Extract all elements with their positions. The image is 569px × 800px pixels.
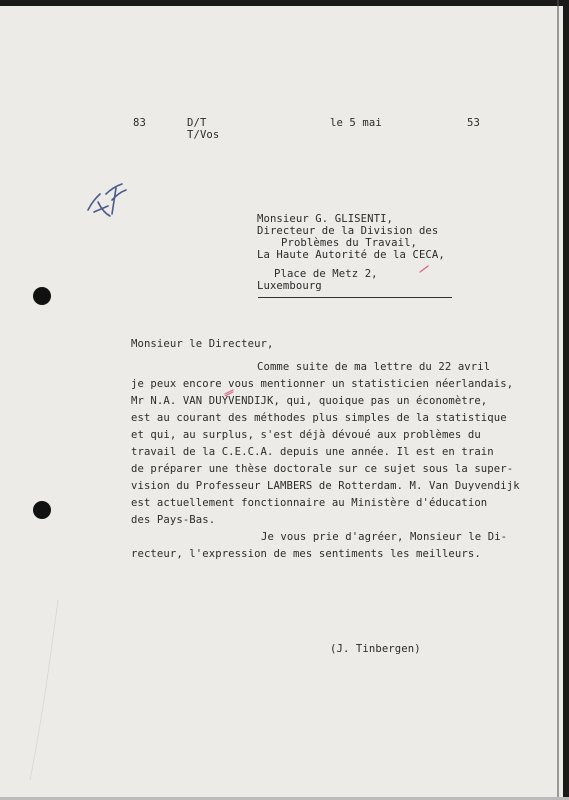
body-line: je peux encore vous mentionner un statisticien néerlandais,	[131, 378, 514, 390]
address-title: Directeur de la Division des	[257, 225, 439, 237]
handwritten-mark-icon	[82, 180, 132, 222]
address-city: Luxembourg	[257, 280, 322, 292]
body-line: Comme suite de ma lettre du 22 avril	[257, 361, 491, 373]
punch-hole-top	[33, 287, 51, 305]
letter-date: le 5 mai	[330, 117, 382, 129]
body-line: et qui, au surplus, s'est déjà dévoué aux problèmes du	[131, 429, 481, 441]
body-line: est actuellement fonctionnaire au Ministère d'éducation	[131, 497, 488, 509]
punch-hole-bottom	[33, 501, 51, 519]
body-line: vision du Professeur LAMBERS de Rotterdam. M. Van Duyvendijk	[131, 480, 520, 492]
address-underline	[258, 297, 452, 298]
scan-edge-top	[0, 0, 569, 6]
body-line: Mr N.A. VAN DUYVENDIJK, qui, quoique pas un économètre,	[131, 395, 488, 407]
signature: (J. Tinbergen)	[330, 643, 421, 655]
pink-tick-icon	[419, 265, 429, 273]
body-line: travail de la C.E.C.A. depuis une année. Il est en train	[131, 446, 494, 458]
letter-number: 83	[133, 117, 146, 129]
body-line: des Pays-Bas.	[131, 514, 216, 526]
paper-crease	[20, 600, 60, 780]
body-line: de préparer une thèse doctorale sur ce sujet sous la super-	[131, 463, 514, 475]
reference-initials: T/Vos	[187, 129, 220, 141]
salutation: Monsieur le Directeur,	[131, 338, 274, 350]
closing-line: recteur, l'expression de mes sentiments les meilleurs.	[131, 548, 481, 560]
address-division: Problèmes du Travail,	[281, 237, 418, 249]
body-line: est au courant des méthodes plus simples de la statistique	[131, 412, 507, 424]
reference-code: D/T	[187, 117, 207, 129]
address-organisation: La Haute Autorité de la CECA,	[257, 249, 445, 261]
scan-edge-right	[563, 0, 569, 800]
address-recipient: Monsieur G. GLISENTI,	[257, 213, 394, 225]
scan-edge-shadow	[557, 0, 559, 800]
address-street: Place de Metz 2,	[274, 268, 378, 280]
closing-line: Je vous prie d'agréer, Monsieur le Di-	[261, 531, 508, 543]
letter-year: 53	[467, 117, 480, 129]
